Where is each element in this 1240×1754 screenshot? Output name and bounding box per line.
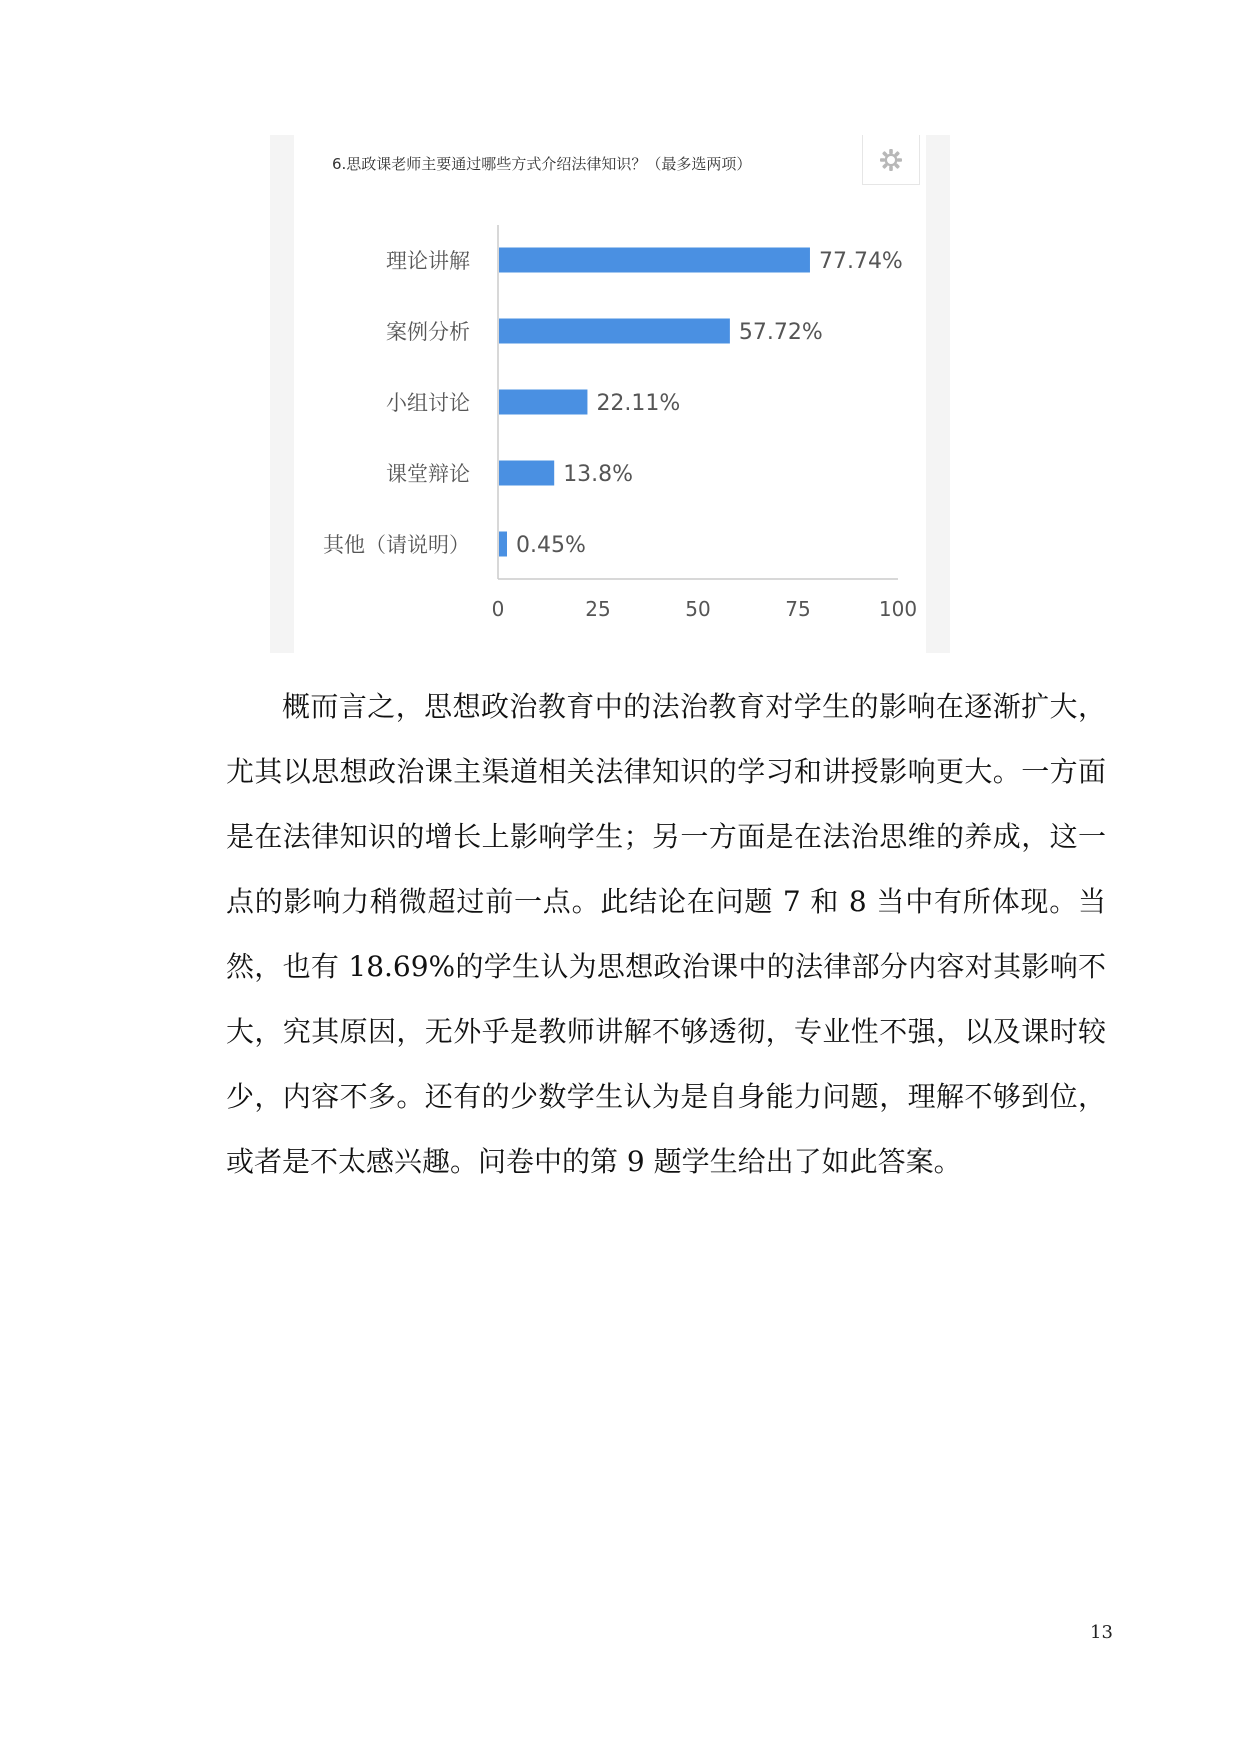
bar-chart <box>0 0 1240 660</box>
x-tick-label: 50 <box>685 597 711 621</box>
x-tick-label: 25 <box>585 597 611 621</box>
value-label: 13.8% <box>563 462 634 487</box>
category-label: 其他（请说明） <box>323 533 470 557</box>
bar <box>499 390 587 415</box>
chart-title: 6.思政课老师主要通过哪些方式介绍法律知识？（最多选两项） <box>332 155 752 173</box>
x-tick-label: 75 <box>785 597 811 621</box>
value-label: 77.74% <box>818 249 903 274</box>
category-label: 案例分析 <box>386 320 470 344</box>
bar <box>499 532 507 557</box>
category-label: 课堂辩论 <box>386 462 470 486</box>
bar <box>499 248 810 273</box>
category-label: 理论讲解 <box>386 249 470 273</box>
page-number: 13 <box>1090 1622 1113 1643</box>
category-label: 小组讨论 <box>386 391 470 415</box>
value-label: 0.45% <box>516 533 586 558</box>
x-tick-label: 100 <box>878 597 918 621</box>
value-label: 57.72% <box>738 320 823 345</box>
body-paragraph: 概而言之，思想政治教育中的法治教育对学生的影响在逐渐扩大，尤其以思想政治课主渠道相关法律知识的学习和讲授影响更大。一方面是在法律知识的增长上影响学生；另一方面是在法治思维的养成，这一点的影响力稍微超过前一点。此结论在问题 7 和 8 当中有所体现。当然，也有 18.69%的学生认为思想政治课中的法律部分内容对其影响不大，究其原因，无外乎是教师讲解不够透彻，专业性不强，以及课时较少，内容不多。还有的少数学生认为是自身能力问题，理解不够到位，或者是不太感兴趣。问卷中的第 9 题学生给出了如此答案。 <box>226 690 1106 1178</box>
x-tick-label: 0 <box>491 597 505 621</box>
bar <box>499 461 554 486</box>
value-label: 22.11% <box>596 391 681 416</box>
bar <box>499 319 730 344</box>
